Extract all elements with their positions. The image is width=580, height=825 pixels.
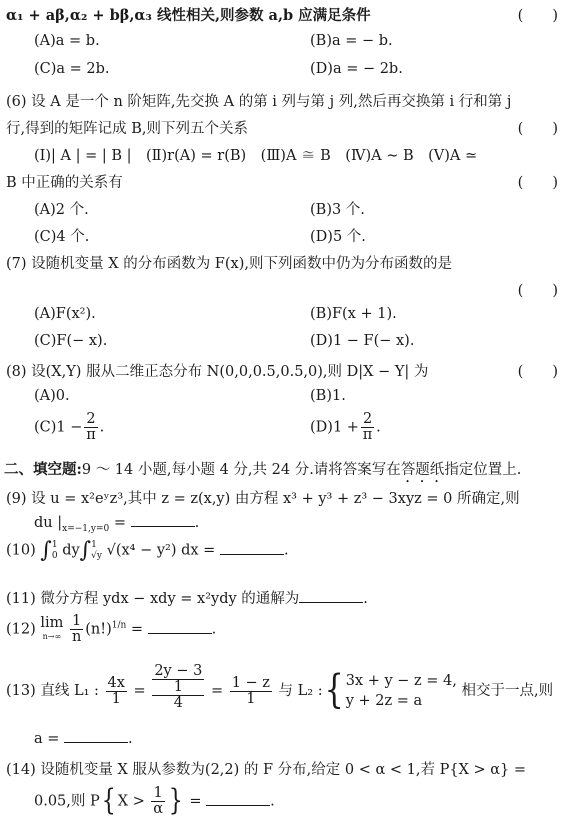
q6-answer-paren: ( ) bbox=[517, 121, 558, 137]
q8-option-a: (A)0. bbox=[34, 388, 70, 404]
q5-option-c: (C)a = 2b. bbox=[34, 61, 110, 77]
q5-answer-paren: ( ) bbox=[517, 8, 558, 24]
q14-answer-blank bbox=[206, 793, 270, 806]
q6-answer-paren-2: ( ) bbox=[517, 175, 558, 191]
q6-option-b: (B)3 个. bbox=[310, 202, 365, 218]
q8-option-b: (B)1. bbox=[310, 388, 346, 404]
q8-answer-paren: ( ) bbox=[517, 364, 558, 380]
q7-stem: (7) 设随机变量 X 的分布函数为 F(x),则下列函数中仍为分布函数的是 bbox=[6, 256, 452, 272]
q12-line: (12) lim n→∞ $\frac{1}{n}$ $(n!)^{1/n}$ = . bbox=[6, 613, 217, 645]
q12-answer-blank bbox=[148, 621, 212, 634]
q9-answer-blank bbox=[131, 514, 195, 527]
q7-option-d: (D)1 − F(− x). bbox=[310, 333, 415, 349]
q8-option-c: (C)1 − $\frac{2}{\pi}$ . bbox=[34, 411, 105, 443]
q9-line1: (9) 设 u = x²eʸz³,其中 z = z(x,y) 由方程 x³ + y³ + z³ − 3xyz = 0 所确定,则 bbox=[6, 491, 520, 507]
q8-option-d: (D)1 + $\frac{2}{\pi}$ . bbox=[310, 411, 381, 443]
q5-option-b: (B)a = − b. bbox=[310, 33, 393, 49]
q11-answer-blank bbox=[299, 590, 363, 603]
q10-answer-blank bbox=[220, 542, 284, 555]
q6-line2: 行,得到的矩阵记成 B,则下列五个关系 bbox=[6, 121, 248, 137]
q5-option-d: (D)a = − 2b. bbox=[310, 61, 403, 77]
q7-option-c: (C)F(− x). bbox=[34, 333, 108, 349]
q9-line2: du $|_{x=-1,y=0}$ = . bbox=[34, 515, 200, 534]
section-2-header: 二、填空题:9 ～ 14 小题,每小题 4 分,共 24 分.请将答案写在答题纸指定位置上. bbox=[4, 461, 522, 478]
q13-line2: a = . bbox=[34, 731, 133, 747]
q6-line3: (Ⅰ)| A | = | B | (Ⅱ)r(A) = r(B) (Ⅲ)A ≅ B (Ⅳ)A ∼ B (Ⅴ)A ≃ bbox=[34, 148, 478, 164]
q6-line1: (6) 设 A 是一个 n 阶矩阵,先交换 A 的第 i 列与第 j 列,然后再交换第 i 行和第 j bbox=[6, 94, 512, 110]
q13-answer-blank bbox=[64, 730, 128, 743]
q5-option-a: (A)a = b. bbox=[34, 33, 100, 49]
q8-stem: (8) 设(X,Y) 服从二维正态分布 N(0,0,0.5,0.5,0),则 D|X − Y| 为 bbox=[6, 364, 429, 380]
q7-option-b: (B)F(x + 1). bbox=[310, 306, 397, 322]
q14-line2: 0.05,则 P{ X > $\frac{1}{\alpha}$ } = . bbox=[34, 784, 275, 818]
q10-line: (10) ∫ 1 0 dy∫ 1 √y √(x⁴ − y²) dx = . bbox=[6, 538, 289, 563]
q5-stem: α₁ + aβ,α₂ + bβ,α₃ 线性相关,则参数 a,b 应满足条件 bbox=[6, 7, 371, 24]
q7-answer-paren: ( ) bbox=[517, 283, 558, 299]
q13-line1: (13) 直线 L₁ : $\frac{4x}{1}$ = 2y − 3 1 4 = $\frac{1 - z}{1}$ 与 L₂ :{ 3x + y − z = 4, y + 2z = a 相交于一点,则 bbox=[6, 663, 554, 714]
q11-line: (11) 微分方程 ydx − xdy = x²ydy 的通解为 . bbox=[6, 591, 368, 607]
q7-option-a: (A)F(x²). bbox=[34, 306, 96, 322]
q14-line1: (14) 设随机变量 X 服从参数为(2,2) 的 F 分布,给定 0 < α < 1,若 P{X > α} = bbox=[6, 762, 527, 778]
q6-line4: B 中正确的关系有 bbox=[6, 175, 123, 191]
q6-option-d: (D)5 个. bbox=[310, 229, 366, 245]
q6-option-a: (A)2 个. bbox=[34, 202, 89, 218]
q6-option-c: (C)4 个. bbox=[34, 229, 90, 245]
